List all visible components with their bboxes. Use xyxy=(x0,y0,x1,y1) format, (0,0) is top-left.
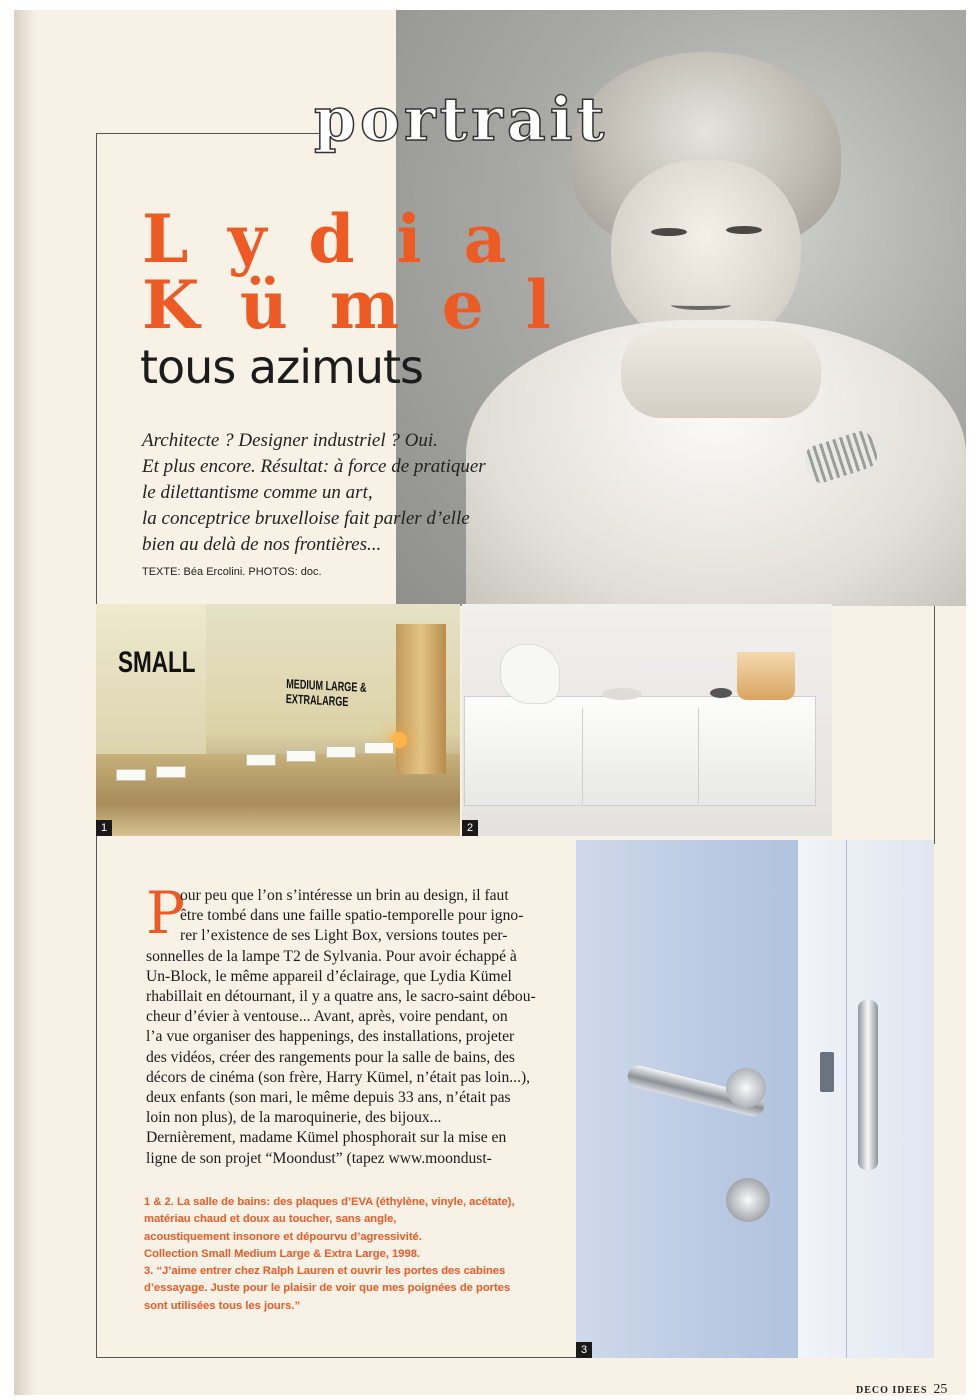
magazine-page xyxy=(14,10,966,1395)
body-line: des vidéos, créer des rangements pour la salle de bains, des xyxy=(146,1048,515,1066)
caption-line: d’essayage. Juste pour le plaisir de voir que mes poignées de portes xyxy=(144,1282,511,1295)
portrait-mouth xyxy=(671,300,731,310)
caption-line: 3. “J’aime entrer chez Ralph Lauren et ouvrir les portes des cabines xyxy=(144,1265,506,1278)
body-line: décors de cinéma (son frère, Harry Kümel, n’était pas loin...), xyxy=(146,1068,531,1086)
body-line: être tombé dans une faille spatio-temporelle pour igno- xyxy=(180,907,524,925)
magazine-name: DECO IDEES xyxy=(856,1385,928,1395)
title-subtitle: tous azimuts xyxy=(140,340,424,394)
page-number: 25 xyxy=(933,1382,948,1395)
portrait-hands xyxy=(621,328,821,418)
intro-line: le dilettantisme comme un art, xyxy=(142,482,373,503)
body-line: loin non plus), de la maroquinerie, des bijoux... xyxy=(146,1109,442,1127)
frame-line-right xyxy=(934,606,935,844)
photo-number-badge: 3 xyxy=(576,1342,592,1358)
photo-number-badge: 2 xyxy=(462,820,478,836)
photo-number-badge: 1 xyxy=(96,820,112,836)
body-line: rer l’existence de ses Light Box, versions toutes per- xyxy=(180,927,508,945)
body-line: our peu que l’on s’intéresse un brin au design, il faut xyxy=(180,887,509,904)
body-line: deux enfants (son mari, le même depuis 33 ans, n’était pas xyxy=(146,1089,511,1107)
photo-2-cabinet-seam xyxy=(582,708,583,804)
intro-line: bien au delà de nos frontières... xyxy=(142,534,382,555)
caption-line: matériau chaud et doux au toucher, sans angle, xyxy=(144,1213,397,1226)
photo-2-vase xyxy=(737,652,795,700)
caption-line: acoustiquement insonore et dépourvu d’agressivité. xyxy=(144,1230,422,1243)
photo-2-soap xyxy=(710,688,732,698)
caption-line: sont utilisées tous les jours.” xyxy=(144,1299,301,1312)
section-rubric: portrait xyxy=(314,85,609,155)
body-line: ligne de son projet “Moondust” (tapez www.moondust- xyxy=(146,1149,492,1167)
body-line: rhabillait en détournant, il y a quatre ans, le sacro-saint débou- xyxy=(146,988,536,1006)
photo-1-shelf xyxy=(326,746,356,758)
portrait-eye-right xyxy=(726,226,762,234)
caption-line: 1 & 2. La salle de bains: des plaques d’EVA (éthylène, vinyle, acétate), xyxy=(144,1196,515,1208)
frame-line-top xyxy=(96,133,328,134)
intro-line: Architecte ? Designer industriel ? Oui. xyxy=(142,430,438,451)
body-dropcap: P xyxy=(146,879,186,947)
title-last-name: Kümel xyxy=(142,266,593,344)
photo-2-sculpture xyxy=(500,644,560,704)
page-footer xyxy=(856,1380,947,1395)
photo-2-bathroom-cabinet xyxy=(462,604,832,836)
photo-1-shelf xyxy=(116,769,146,781)
photo-2-cabinet-seam xyxy=(698,708,699,804)
body-line: Dernièrement, madame Kümel phosphorait sur la mise en xyxy=(146,1129,507,1147)
body-line: cheur d’évier à ventouse... Avant, après, voire pendant, on xyxy=(146,1008,508,1026)
body-line: l’a vue organiser des happenings, des installations, projeter xyxy=(146,1028,515,1046)
intro-line: Et plus encore. Résultat: à force de pratiquer xyxy=(142,456,486,477)
photo-3-frame-edge xyxy=(846,840,847,1358)
title-first-name: Lydia xyxy=(142,200,549,278)
photo-1-shelf xyxy=(286,750,316,762)
photo-3-knob xyxy=(726,1178,770,1222)
caption-line: Collection Small Medium Large & Extra Large, 1998. xyxy=(144,1247,421,1260)
photo-1-wall-text-sizes: MEDIUM LARGE & EXTRALARGE xyxy=(285,676,367,710)
photo-1-wall-text-small: SMALL xyxy=(118,646,196,679)
photo-3-rosette xyxy=(726,1068,766,1108)
photo-2-cabinet xyxy=(464,696,816,806)
intro-line: la conceptrice bruxelloise fait parler d’elle xyxy=(142,508,470,529)
intro-standfirst xyxy=(142,428,542,558)
body-line: Un-Block, le même appareil d’éclairage, que Lydia Kümel xyxy=(146,967,512,985)
photo-3-latch xyxy=(820,1052,834,1092)
photo-3-door-handles xyxy=(576,840,934,1358)
body-text xyxy=(146,879,538,1169)
photo-1-shelf xyxy=(364,742,394,754)
photo-1-shelf xyxy=(156,766,186,778)
credits: TEXTE: Béa Ercolini. PHOTOS: doc. xyxy=(142,566,322,578)
page-spine-shadow xyxy=(14,10,36,1395)
photo-1-bathroom-installation xyxy=(96,604,460,836)
photo-2-basin xyxy=(602,688,642,700)
photo-1-shelf xyxy=(246,754,276,766)
portrait-eye-left xyxy=(651,228,687,236)
frame-line-bottom xyxy=(96,1357,576,1358)
photo-3-vertical-handle xyxy=(858,1000,878,1170)
body-line: sonnelles de la lampe T2 de Sylvania. Pour avoir échappé à xyxy=(146,947,517,965)
photo-captions xyxy=(144,1194,564,1315)
